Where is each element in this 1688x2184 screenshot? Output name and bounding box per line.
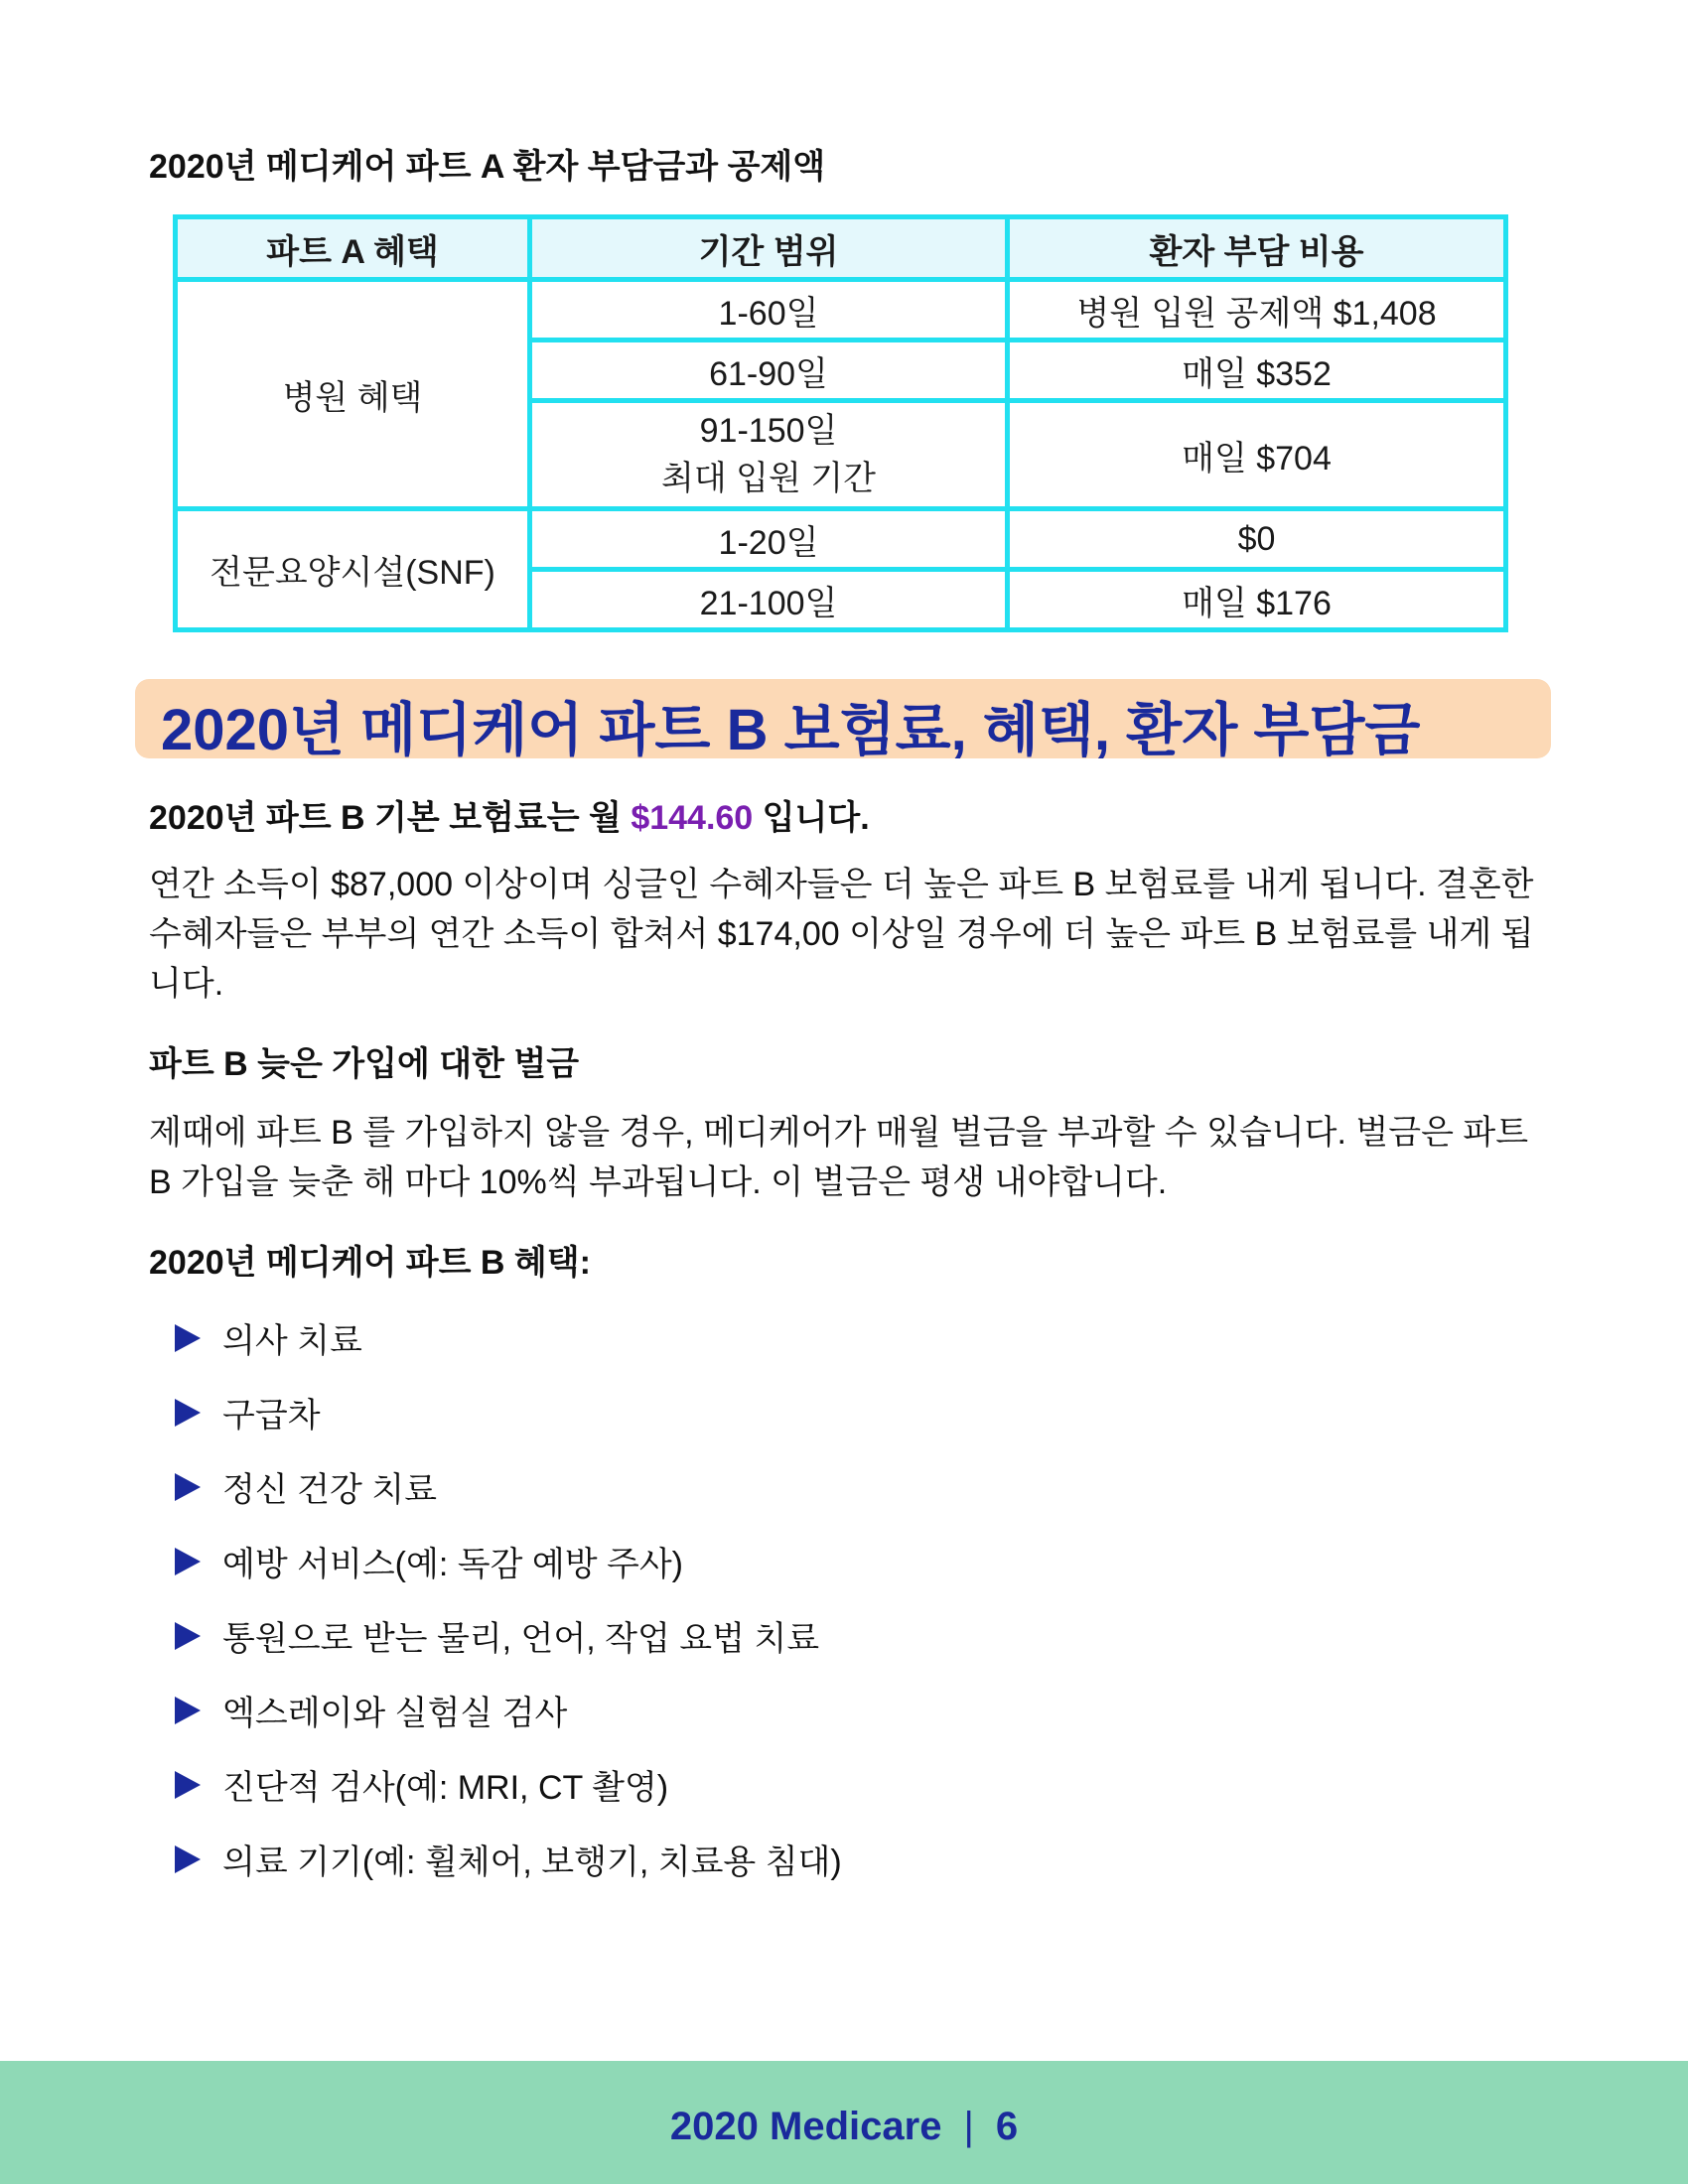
table-header-row [176,217,1506,280]
part-b-banner-title: 2020년 메디케어 파트 B 보험료, 혜택, 환자 부담금 [161,698,1421,762]
benefits-heading: 2020년 메디케어 파트 B 혜택: [149,1244,591,1282]
list-item [175,1822,842,1896]
cost-cell: 매일 $176 [1008,570,1506,630]
cost-cell: 매일 $352 [1008,341,1506,401]
cost-cell: 병원 입원 공제액 $1,408 [1008,280,1506,341]
footer-separator: | [963,2105,974,2148]
income-paragraph: 연간 소득이 $87,000 이상이며 싱글인 수혜자들은 더 높은 파트 B 보험료를 내게 됩니다. 결혼한 수혜자들은 부부의 연간 소득이 합쳐서 $174,00 이상일 경우에 더 높은 파트 B 보험료를 내게 됩니다. [149,866,1534,1003]
cost-cell: 매일 $704 [1008,401,1506,509]
period-range: 91-150일 [699,412,838,450]
benefit-label: 엑스레이와 실험실 검사 [222,1695,568,1732]
arrow-right-icon [175,1697,201,1724]
arrow-right-icon [175,1548,201,1575]
period-cell [530,401,1008,509]
benefit-hospital: 병원 혜택 [176,280,530,509]
table-row [176,509,1506,570]
cost-cell: $0 [1008,509,1506,570]
benefit-label: 의료 기기(예: 휠체어, 보행기, 치료용 침대) [222,1843,842,1881]
period-note: 최대 입원 기간 [661,460,876,497]
premium-amount: $144.60 [631,799,754,837]
arrow-right-icon [175,1845,201,1873]
list-item [175,1747,842,1822]
arrow-right-icon [175,1473,201,1501]
benefit-label: 의사 치료 [222,1322,362,1360]
list-item [175,1375,842,1449]
table-row [176,280,1506,341]
period-cell: 1-20일 [530,509,1008,570]
list-item [175,1300,842,1375]
part-a-cost-table [173,214,1508,632]
part-a-table-title: 2020년 메디케어 파트 A 환자 부담금과 공제액 [149,148,826,186]
page-number: 6 [995,2105,1019,2148]
benefit-label: 예방 서비스(예: 독감 예방 주사) [222,1546,684,1583]
benefit-label: 진단적 검사(예: MRI, CT 촬영) [222,1769,669,1807]
list-item [175,1449,842,1524]
premium-statement [149,790,870,839]
benefit-label: 구급차 [222,1397,321,1434]
penalty-heading: 파트 B 늦은 가입에 대한 벌금 [149,1045,580,1083]
list-item [175,1524,842,1598]
list-item [175,1598,842,1673]
list-item [175,1673,842,1747]
benefits-list [175,1300,842,1896]
footer-title: 2020 Medicare [669,2105,942,2148]
premium-suffix: 입니다. [753,799,870,837]
arrow-right-icon [175,1399,201,1427]
header-cost: 환자 부담 비용 [1008,217,1506,280]
period-cell: 1-60일 [530,280,1008,341]
arrow-right-icon [175,1324,201,1352]
arrow-right-icon [175,1622,201,1650]
penalty-paragraph: 제때에 파트 B 를 가입하지 않을 경우, 메디케어가 매월 벌금을 부과할 수 있습니다. 벌금은 파트 B 가입을 늦춘 해 마다 10%씩 부과됩니다. 이 벌금은 평생 내야합니다. [149,1114,1529,1201]
benefit-snf: 전문요양시설(SNF) [176,509,530,630]
page-footer [0,2061,1688,2184]
arrow-right-icon [175,1771,201,1799]
header-benefit: 파트 A 혜택 [176,217,530,280]
period-cell: 61-90일 [530,341,1008,401]
premium-prefix: 2020년 파트 B 기본 보험료는 월 [149,799,632,837]
header-period: 기간 범위 [530,217,1008,280]
benefit-label: 통원으로 받는 물리, 언어, 작업 요법 치료 [222,1620,820,1658]
benefit-label: 정신 건강 치료 [222,1471,437,1509]
part-b-banner [135,679,1551,762]
footer-label [0,2105,1688,2149]
period-cell: 21-100일 [530,570,1008,630]
